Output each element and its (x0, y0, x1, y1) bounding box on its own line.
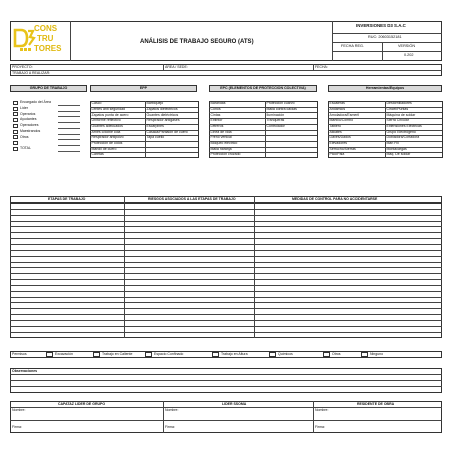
grupo-item-label: Líder (20, 106, 28, 110)
company-name: INVERSIONES D3 S.A.C (356, 23, 406, 28)
trabajo-label: TRABAJO A REALIZAR: (12, 70, 51, 75)
stage-row-line (10, 320, 442, 321)
lider-nombre-field[interactable]: Nombre: (165, 408, 179, 412)
epc-item[interactable]: Línea de vida (210, 129, 232, 134)
epp-item[interactable]: Zapatos dieléctricos (146, 106, 178, 111)
stage-row-line (10, 262, 442, 263)
epc-row-line (209, 124, 317, 125)
proyecto-label: PROYECTO: (12, 64, 33, 69)
grupo-count-line[interactable] (58, 128, 80, 129)
stage-row-line (10, 244, 442, 245)
herramientas-item[interactable]: Alicates (329, 129, 342, 134)
capataz-firma-field[interactable]: Firma: (12, 425, 22, 429)
herramientas-item[interactable]: Llaves/Dados (329, 135, 351, 140)
permiso-checkbox[interactable] (323, 352, 330, 357)
stage-row-line (10, 226, 442, 227)
stage-row-line (10, 221, 442, 222)
herramientas-item[interactable]: Grupo Electrógeno (386, 129, 416, 134)
epc-item[interactable]: Malla contra caídas (266, 106, 297, 111)
grupo-count-line[interactable] (58, 145, 80, 146)
version-label: VERSIÓN (398, 44, 416, 48)
residente-nombre-field[interactable]: Nombre: (315, 408, 329, 412)
stage-row-line (10, 302, 442, 303)
grupo-count-line[interactable] (58, 105, 80, 106)
permiso-label: Trabajo en Altura (221, 352, 248, 356)
stage-row-line (10, 314, 442, 315)
permiso-label: Excavación (55, 352, 73, 356)
epp-item[interactable]: Tapa cuello (146, 135, 165, 140)
grupo-checkbox[interactable] (13, 112, 18, 116)
herramientas-item[interactable]: Martillo/Combo (329, 118, 354, 123)
stage-row-line (10, 308, 442, 309)
epp-item[interactable]: Guantes adecuados (91, 123, 123, 128)
grupo-item-label: Otros (20, 134, 29, 139)
grupo-item-label: Operadores (20, 123, 39, 128)
permiso-checkbox[interactable] (212, 352, 219, 357)
epp-item[interactable]: Lentes anti seguridad (91, 106, 125, 111)
epp-item[interactable]: Protección de oídos (91, 141, 123, 145)
epp-item[interactable]: Escarpines (146, 123, 164, 128)
epc-item[interactable]: Bloqueo eléctrico (210, 141, 238, 145)
herramientas-item[interactable]: Sierra Circular (386, 118, 409, 123)
permiso-label: Ninguno (370, 352, 384, 356)
stage-row-line (10, 267, 442, 268)
epc-item[interactable]: Controlador (266, 123, 285, 128)
epp-item[interactable]: Respirador antigases (146, 118, 180, 123)
herramientas-item[interactable]: Dobladora/Cortadora (386, 135, 420, 140)
herramientas-item[interactable]: Máquina de soldar (386, 112, 416, 117)
epc-header: EPC (ELEMENTOS DE PROTECCION COLECTIVA) (209, 85, 317, 92)
observaciones-label: Observaciones (12, 368, 38, 373)
epc-item[interactable]: Barandas (210, 101, 226, 106)
herramientas-item[interactable]: Man Fill (386, 141, 399, 145)
epp-header: EPP (90, 85, 197, 92)
grupo-item-label: Encargado del Área (20, 100, 51, 105)
medidas-header: MEDIDAS DE CONTROL PARA NO ACCIDENTARSE (292, 197, 378, 201)
epc-item[interactable]: Extintor (210, 118, 223, 123)
ruc-text: RUC: 20603152181 (368, 35, 402, 39)
epc-item[interactable]: Iluminación (266, 112, 285, 117)
permiso-label: Químicos (278, 352, 293, 356)
epp-item[interactable]: Uniforme reflectivo (91, 118, 121, 123)
herramientas-item[interactable]: Andamios (329, 106, 346, 111)
herramientas-item[interactable]: Extensiones Eléctricas (386, 123, 422, 128)
residente-header: RESIDENTE DE OBRA (357, 401, 395, 406)
stage-row-line (10, 297, 442, 298)
capataz-nombre-field[interactable]: Nombre: (12, 408, 26, 412)
stage-row-line (10, 326, 442, 327)
epp-item[interactable]: Casco (91, 101, 102, 106)
stage-row-line (10, 256, 442, 257)
stage-row-line (10, 250, 442, 251)
permiso-checkbox[interactable] (145, 352, 152, 357)
epc-row-line (209, 118, 317, 119)
logo-text-3: TORES (34, 44, 62, 53)
herramientas-item[interactable]: Tablero (329, 123, 341, 128)
grupo-count-line[interactable] (58, 139, 80, 140)
epp-item[interactable]: Arnés c/doble cola (91, 129, 121, 134)
stage-row-line (10, 215, 442, 216)
stages-body (10, 203, 442, 338)
grupo-count-line[interactable] (58, 122, 80, 123)
permiso-label: Trabajo en Caliente (102, 352, 133, 356)
epc-item[interactable]: Protección cruzado (210, 152, 241, 157)
herramientas-item[interactable]: Serrucho/Sierras (329, 146, 356, 151)
grupo-checkbox[interactable] (13, 141, 18, 145)
capataz-header: CAPATAZ LIDER DE GRUPO (58, 401, 106, 406)
stage-row-line (10, 209, 442, 210)
epp-item[interactable]: Respirador antipolvo (91, 135, 124, 140)
herramientas-header: Herramientas/Equipos (328, 85, 442, 92)
stage-row-line (10, 332, 442, 333)
epc-item[interactable]: Cintas (210, 112, 221, 117)
epc-item[interactable]: Frenó vertical (210, 135, 232, 140)
fecha-label: FECHA: (315, 64, 328, 69)
lider-firma-field[interactable]: Firma: (165, 425, 175, 429)
herramientas-item[interactable]: Pico/Pala (329, 152, 345, 157)
grupo-item-label: Operarios (20, 111, 36, 116)
etapas-header: ETAPAS DE TRABAJO (48, 197, 86, 201)
herramientas-item[interactable]: Elevadores (329, 141, 348, 145)
grupo-header: GRUPO DE TRABAJO (10, 85, 87, 92)
lider-header: LIDER SSOMA (222, 401, 247, 406)
epc-item[interactable]: Tranqueras (266, 118, 285, 123)
permiso-label: Espacio Confinado (154, 352, 184, 356)
herramientas-item[interactable]: Montacargas (386, 146, 407, 151)
grupo-checkbox[interactable] (13, 135, 18, 139)
epp-item[interactable]: Guantes dieléctricos (146, 112, 179, 117)
grupo-item-label: TOTAL (20, 145, 31, 150)
herramientas-item[interactable]: Maq. De soldar (386, 152, 411, 157)
epc-item[interactable]: Malla naranja (210, 146, 232, 151)
residente-firma-field[interactable]: Firma: (315, 425, 325, 429)
stage-col-line (124, 196, 125, 338)
fecha-reg-label: FECHA REG. (341, 44, 364, 48)
grupo-count-line[interactable] (58, 111, 80, 112)
herramientas-item[interactable]: Destornilladores (386, 101, 412, 106)
herramientas-item[interactable]: Cincel/Puntas (386, 106, 409, 111)
grupo-checkbox[interactable] (13, 130, 18, 134)
epc-item[interactable]: Conos (210, 106, 221, 111)
stage-row-line (10, 238, 442, 239)
grupo-checkbox[interactable] (13, 101, 18, 105)
epc-item[interactable]: Letreros (210, 123, 224, 128)
epc-item[interactable]: Protección cuarvo (266, 101, 295, 106)
grupo-count-line[interactable] (58, 134, 80, 135)
stage-row-line (10, 291, 442, 292)
epc-row-line (209, 107, 317, 108)
grupo-item-label: Maestrandos (20, 128, 41, 133)
epp-item[interactable]: Zapatos punta de acero (91, 112, 129, 117)
grupo-checkbox[interactable] (13, 147, 18, 151)
permiso-checkbox[interactable] (361, 352, 368, 357)
logo-text-2: TRU (37, 34, 54, 43)
stage-row-line (10, 232, 442, 233)
grupo-checkbox[interactable] (13, 118, 18, 122)
logo-text-1: CONS (34, 24, 58, 33)
grupo-checkbox[interactable] (13, 124, 18, 128)
grupo-count-line[interactable] (58, 151, 80, 152)
permiso-checkbox[interactable] (269, 352, 276, 357)
permisos-label: Permisos (12, 351, 27, 356)
herramientas-item[interactable]: Amoladora/Esmeril (329, 112, 360, 117)
grupo-item-label: Ayudantes (20, 117, 37, 122)
form-title: ANÁLISIS DE TRABAJO SEGURO (ATS) (140, 39, 254, 45)
epp-item[interactable]: Caretas (91, 152, 104, 157)
epp-item[interactable]: Barbiquejo (146, 101, 164, 106)
permiso-checkbox[interactable] (93, 352, 100, 357)
riesgos-header: RIESGOS ASOCIADOS A LAS ETAPAS DE TRABAJO (148, 197, 236, 201)
stage-row-line (10, 285, 442, 286)
epp-item[interactable]: Mandil de cuero (91, 146, 117, 151)
stage-row-line (10, 279, 442, 280)
area-label: ÁREA / SEDE: (165, 64, 188, 69)
version-value[interactable]: 0.202 (404, 53, 414, 57)
permiso-checkbox[interactable] (46, 352, 53, 357)
grupo-count-line[interactable] (58, 116, 80, 117)
herramientas-item[interactable]: Escaleras (329, 101, 345, 106)
epp-item[interactable]: Casaca/Pantalón de cuero (146, 129, 188, 134)
grupo-checkbox[interactable] (13, 107, 18, 111)
stage-col-line (254, 196, 255, 338)
stage-row-line (10, 273, 442, 274)
epc-row-line (209, 112, 317, 113)
permiso-label: Otros (332, 352, 341, 356)
epp-row-line (90, 152, 198, 153)
